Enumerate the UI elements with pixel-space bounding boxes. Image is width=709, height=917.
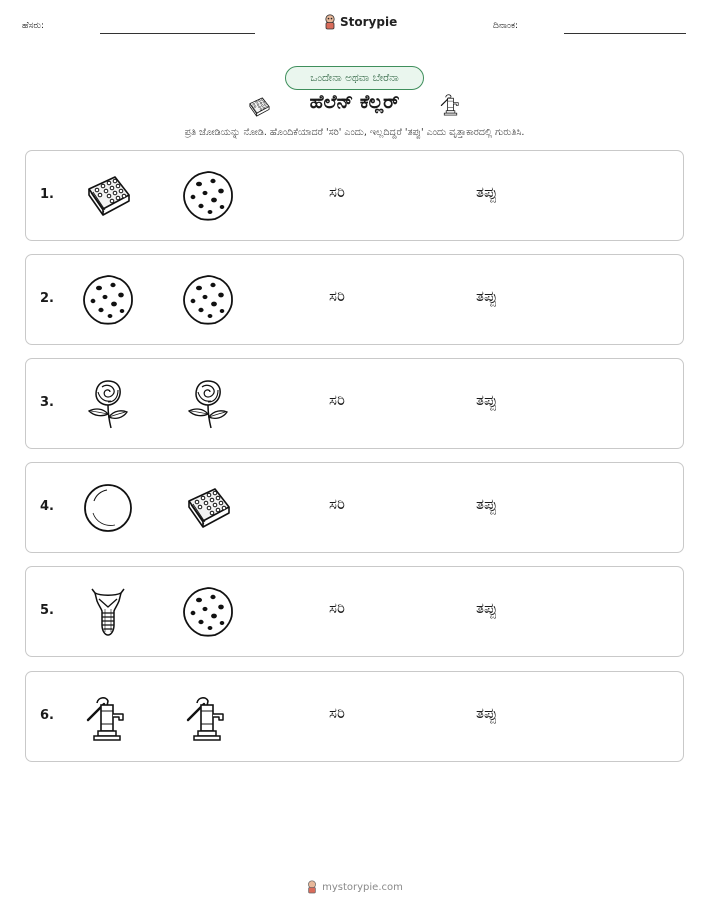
right-picture [181, 585, 235, 639]
right-picture [181, 377, 235, 431]
larynx-icon [81, 585, 135, 639]
page-title: ಹೆಲೆನ್ ಕೆಲ್ಲರ್ [309, 91, 400, 113]
true-option[interactable]: ಸರಿ [329, 704, 345, 722]
storypie-mascot-icon [323, 14, 337, 30]
cookie-icon [181, 273, 235, 327]
rose-icon [81, 377, 135, 431]
cookie-icon [181, 169, 235, 223]
question-row [25, 150, 684, 241]
true-option[interactable]: ಸರಿ [329, 495, 345, 513]
cookie-icon [181, 585, 235, 639]
water-pump-icon [181, 690, 235, 744]
marble-icon [81, 481, 135, 535]
braille-book-icon [81, 169, 135, 223]
true-option[interactable]: ಸರಿ [329, 599, 345, 617]
question-row [25, 462, 684, 553]
left-picture [81, 481, 135, 535]
question-number: 6. [40, 708, 54, 723]
question-row [25, 254, 684, 345]
left-picture [81, 169, 135, 223]
question-number: 4. [40, 499, 54, 514]
name-line[interactable] [100, 33, 255, 34]
question-number: 3. [40, 395, 54, 410]
water-pump-icon [81, 690, 135, 744]
false-option[interactable]: ತಪ್ಪು [476, 183, 498, 201]
false-option[interactable]: ತಪ್ಪು [476, 704, 498, 722]
question-number: 1. [40, 187, 54, 202]
brand-name: Storypie [340, 15, 398, 29]
question-row [25, 566, 684, 657]
activity-badge: ಒಂದೇನಾ ಅಥವಾ ಬೇರೆನಾ [285, 66, 424, 90]
date-label: ದಿನಾಂಕ: [493, 21, 519, 31]
rose-icon [181, 377, 235, 431]
braille-book-icon [181, 481, 235, 535]
true-option[interactable]: ಸರಿ [329, 183, 345, 201]
right-picture [181, 169, 235, 223]
right-picture [181, 273, 235, 327]
right-picture [181, 481, 235, 535]
left-picture [81, 690, 135, 744]
footer-url[interactable]: mystorypie.com [322, 881, 403, 893]
brand-logo [323, 14, 397, 30]
name-label: ಹೆಸರು: [22, 21, 45, 31]
worksheet-header [0, 14, 709, 38]
left-picture [81, 585, 135, 639]
false-option[interactable]: ತಪ್ಪು [476, 287, 498, 305]
question-row [25, 358, 684, 449]
false-option[interactable]: ತಪ್ಪು [476, 599, 498, 617]
right-picture [181, 690, 235, 744]
false-option[interactable]: ತಪ್ಪು [476, 495, 498, 513]
cookie-icon [81, 273, 135, 327]
footer [0, 880, 709, 894]
date-line[interactable] [564, 33, 686, 34]
water-pump-icon [438, 89, 464, 119]
true-option[interactable]: ಸರಿ [329, 391, 345, 409]
question-number: 2. [40, 291, 54, 306]
question-number: 5. [40, 603, 54, 618]
true-option[interactable]: ಸರಿ [329, 287, 345, 305]
left-picture [81, 273, 135, 327]
false-option[interactable]: ತಪ್ಪು [476, 391, 498, 409]
storypie-mascot-icon [306, 880, 318, 894]
left-picture [81, 377, 135, 431]
question-row [25, 671, 684, 762]
instructions: ಪ್ರತಿ ಜೋಡಿಯನ್ನು ನೋಡಿ. ಹೊಂದಿಕೆಯಾದರೆ 'ಸರಿ' ಎಂದು, ಇಲ್ಲದಿದ್ದರೆ 'ತಪ್ಪು' ಎಂದು ವೃತ್ತಾಕಾರದಲ್ಲಿ ಗುರುತಿಸಿ. [184, 127, 525, 138]
